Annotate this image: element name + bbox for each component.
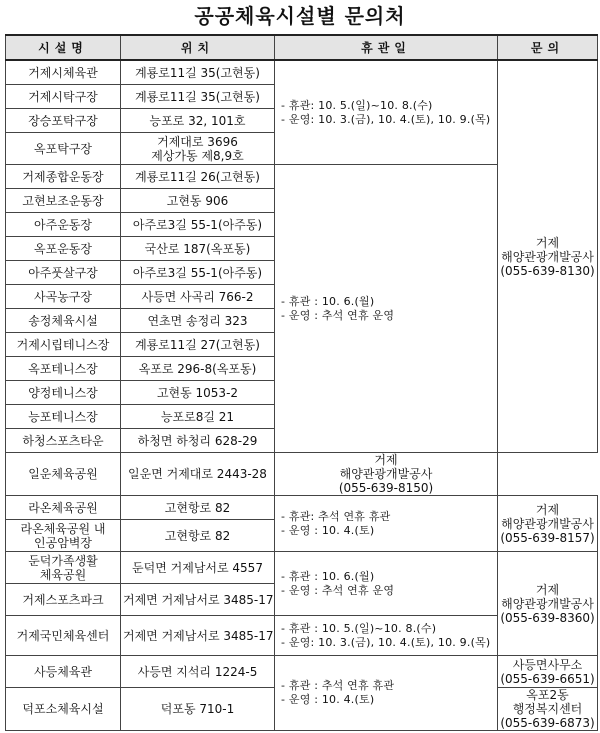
facility-name: 거제종합운동장 xyxy=(6,165,121,189)
facility-location: 옥포로 296-8(옥포동) xyxy=(121,357,275,381)
facility-location: 계룡로11길 35(고현동) xyxy=(121,85,275,109)
facility-name: 둔덕가족생활 체육공원 xyxy=(6,552,121,584)
facility-name: 송정체육시설 xyxy=(6,309,121,333)
header-name: 시설명 xyxy=(6,35,121,60)
facility-location: 계룡로11길 27(고현동) xyxy=(121,333,275,357)
facility-location: 둔덕면 거제남서로 4557 xyxy=(121,552,275,584)
facility-name: 거제시체육관 xyxy=(6,60,121,85)
facility-name: 옥포테니스장 xyxy=(6,357,121,381)
facility-name: 일운체육공원 xyxy=(6,453,121,496)
page-title: 공공체육시설별 문의처 xyxy=(194,4,406,28)
facility-location: 사등면 사곡리 766-2 xyxy=(121,285,275,309)
facility-location: 덕포동 710-1 xyxy=(121,688,275,731)
closure-info: - 휴관 : 추석 연휴 휴관 - 운영 : 10. 4.(토) xyxy=(275,656,498,731)
facility-location: 계룡로11길 35(고현동) xyxy=(121,60,275,85)
facility-name: 사곡농구장 xyxy=(6,285,121,309)
facility-name: 고현보조운동장 xyxy=(6,189,121,213)
facility-location: 국산로 187(옥포동) xyxy=(121,237,275,261)
facility-name: 옥포탁구장 xyxy=(6,133,121,165)
facility-name: 라온체육공원 내 인공암벽장 xyxy=(6,520,121,552)
facility-location: 고현항로 82 xyxy=(121,496,275,520)
facility-location: 아주로3길 55-1(아주동) xyxy=(121,213,275,237)
table-row xyxy=(6,656,598,688)
facility-location: 고현동 1053-2 xyxy=(121,381,275,405)
closure-info: - 휴관: 추석 연휴 휴관 - 운영 : 10. 4.(토) xyxy=(275,496,498,552)
facility-location: 고현동 906 xyxy=(121,189,275,213)
closure-info: - 휴관 : 10. 5.(일)~10. 8.(수) - 운영: 10. 3.(금), 10. 4.(토), 10. 9.(목) xyxy=(275,616,498,656)
facility-name: 거제스포츠파크 xyxy=(6,584,121,616)
table-row xyxy=(6,496,598,520)
facility-location: 사등면 지석리 1224-5 xyxy=(121,656,275,688)
table-row xyxy=(6,552,598,584)
facility-location: 거제대로 3696 제상가동 제8,9호 xyxy=(121,133,275,165)
facility-location: 연초면 송정리 323 xyxy=(121,309,275,333)
facility-location: 아주로3길 55-1(아주동) xyxy=(121,261,275,285)
facility-location: 능포로 32, 101호 xyxy=(121,109,275,133)
contact-info: 거제 해양관광개발공사 (055-639-8130) xyxy=(498,60,598,453)
contact-info: 거제 해양관광개발공사 (055-639-8157) xyxy=(498,496,598,552)
facility-name: 아주운동장 xyxy=(6,213,121,237)
facility-name: 덕포소체육시설 xyxy=(6,688,121,731)
facility-contact-table xyxy=(5,34,598,731)
facility-location: 거제면 거제남서로 3485-17 xyxy=(121,616,275,656)
closure-info: - 휴관: 10. 5.(일)~10. 8.(수) - 운영: 10. 3.(금), 10. 4.(토), 10. 9.(목) xyxy=(275,60,498,165)
facility-name: 거제시립테니스장 xyxy=(6,333,121,357)
header-closure: 휴관일 xyxy=(275,35,498,60)
facility-name: 양정테니스장 xyxy=(6,381,121,405)
table-row xyxy=(6,453,598,496)
facility-location: 능포로8길 21 xyxy=(121,405,275,429)
facility-name: 라온체육공원 xyxy=(6,496,121,520)
facility-name: 장승포탁구장 xyxy=(6,109,121,133)
contact-info: 사등면사무소 (055-639-6651) xyxy=(498,656,598,688)
contact-info: 거제 해양관광개발공사 (055-639-8360) xyxy=(498,552,598,656)
closure-info: - 휴관 : 10. 6.(월) - 운영 : 추석 연휴 운영 xyxy=(275,552,498,616)
contact-info: 거제 해양관광개발공사 (055-639-8150) xyxy=(275,453,498,496)
facility-location: 거제면 거제남서로 3485-17 xyxy=(121,584,275,616)
facility-name: 능포테니스장 xyxy=(6,405,121,429)
header-location: 위치 xyxy=(121,35,275,60)
facility-location: 고현항로 82 xyxy=(121,520,275,552)
facility-name: 아주풋살구장 xyxy=(6,261,121,285)
contact-info: 옥포2동 행정복지센터 (055-639-6873) xyxy=(498,688,598,731)
facility-location: 하청면 하청리 628-29 xyxy=(121,429,275,453)
facility-location: 일운면 거제대로 2443-28 xyxy=(121,453,275,496)
facility-name: 사등체육관 xyxy=(6,656,121,688)
table-row xyxy=(6,60,598,85)
closure-info: - 휴관 : 10. 6.(월) - 운영 : 추석 연휴 운영 xyxy=(275,165,498,453)
facility-name: 하청스포츠타운 xyxy=(6,429,121,453)
facility-location: 계룡로11길 26(고현동) xyxy=(121,165,275,189)
header-contact: 문의 xyxy=(498,35,598,60)
facility-name: 옥포운동장 xyxy=(6,237,121,261)
facility-name: 거제시탁구장 xyxy=(6,85,121,109)
facility-name: 거제국민체육센터 xyxy=(6,616,121,656)
